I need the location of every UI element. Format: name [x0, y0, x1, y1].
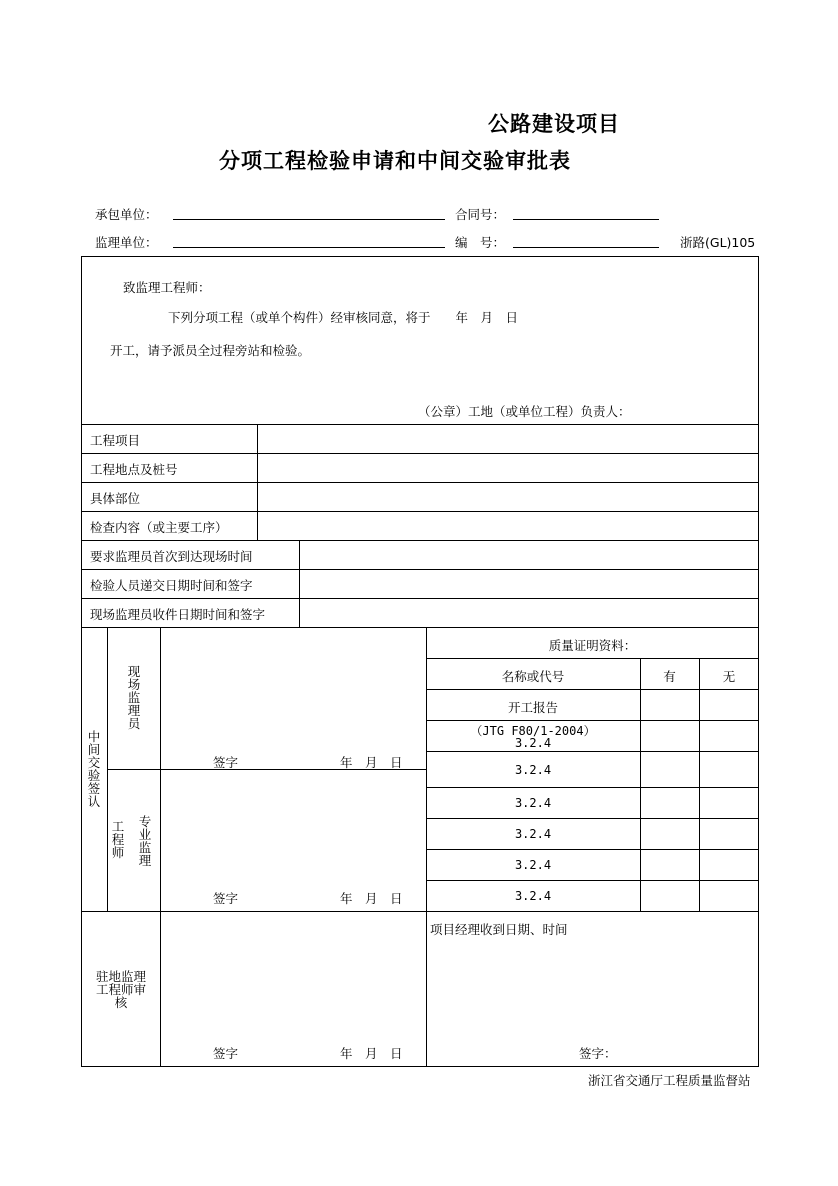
- row-receive-label: 现场监理员收件日期时间和签字: [90, 607, 266, 622]
- contractor-field-line[interactable]: [173, 219, 445, 220]
- contract-no-label: 合同号：: [455, 207, 506, 222]
- request-signature: （公章）工地（或单位工程）负责人：: [418, 404, 631, 419]
- number-label: 编 号：: [455, 235, 506, 250]
- quality-heading: 质量证明资料：: [548, 638, 637, 653]
- supervisor-field-line[interactable]: [173, 247, 445, 248]
- row-first-arrival-label: 要求监理员首次到达现场时间: [90, 549, 253, 564]
- quality-item: 3.2.4: [514, 736, 552, 750]
- quality-item: 3.2.4: [514, 827, 552, 841]
- contractor-label: 承包单位：: [95, 207, 158, 222]
- quality-col-name: 名称或代号: [501, 669, 565, 684]
- manager-sign-label: 签字：: [579, 1046, 617, 1061]
- row-submit-label: 检验人员递交日期时间和签字: [90, 578, 253, 593]
- greeting: 致监理工程师：: [123, 280, 211, 295]
- specialty-label-a: 专业监理: [138, 814, 152, 868]
- resident-date-label: 年 月 日: [340, 1046, 403, 1061]
- number-field-line[interactable]: [513, 247, 659, 248]
- site-supervisor-label: 现场监理员: [127, 664, 141, 731]
- footer-agency: 浙江省交通厅工程质量监督站: [588, 1073, 751, 1088]
- quality-item: （JTG F80/1-2004）: [470, 724, 596, 738]
- quality-item: 3.2.4: [514, 763, 552, 777]
- request-body-2: 开工，请予派员全过程旁站和检验。: [110, 343, 311, 358]
- row-location-label: 工程地点及桩号: [90, 462, 178, 477]
- quality-item: 3.2.4: [514, 858, 552, 872]
- resident-sign-label: 签字: [213, 1046, 239, 1061]
- row-project-label: 工程项目: [90, 433, 141, 448]
- site-date-label: 年 月 日: [340, 755, 403, 770]
- quality-col-yes: 有: [663, 669, 676, 684]
- form-code: 浙路(GL)105: [680, 235, 756, 250]
- quality-item: 开工报告: [507, 700, 558, 715]
- site-sign-label: 签字: [213, 755, 239, 770]
- form-table: [81, 256, 759, 1067]
- title-line-2: 分项工程检验申请和中间交验审批表: [219, 149, 571, 173]
- contract-no-field-line[interactable]: [513, 219, 659, 220]
- specialty-label-b: 工程师: [111, 819, 125, 860]
- title-line-1: 公路建设项目: [488, 112, 620, 136]
- quality-col-no: 无: [722, 669, 736, 684]
- resident-label: 驻地监理工程师审核: [95, 969, 146, 1010]
- row-content-label: 检查内容（或主要工序）: [90, 520, 228, 535]
- supervisor-label: 监理单位：: [95, 235, 158, 250]
- specialty-sign-label: 签字: [213, 891, 239, 906]
- specialty-date-label: 年 月 日: [340, 891, 403, 906]
- manager-received-label: 项目经理收到日期、时间: [430, 922, 568, 937]
- quality-item: 3.2.4: [514, 889, 552, 903]
- row-part-label: 具体部位: [90, 491, 141, 506]
- quality-item: 3.2.4: [514, 796, 552, 810]
- request-body-1: 下列分项工程（或单个构件）经审核同意，将于 年 月 日: [168, 310, 519, 325]
- interim-section-label: 中间交验签认: [87, 729, 101, 809]
